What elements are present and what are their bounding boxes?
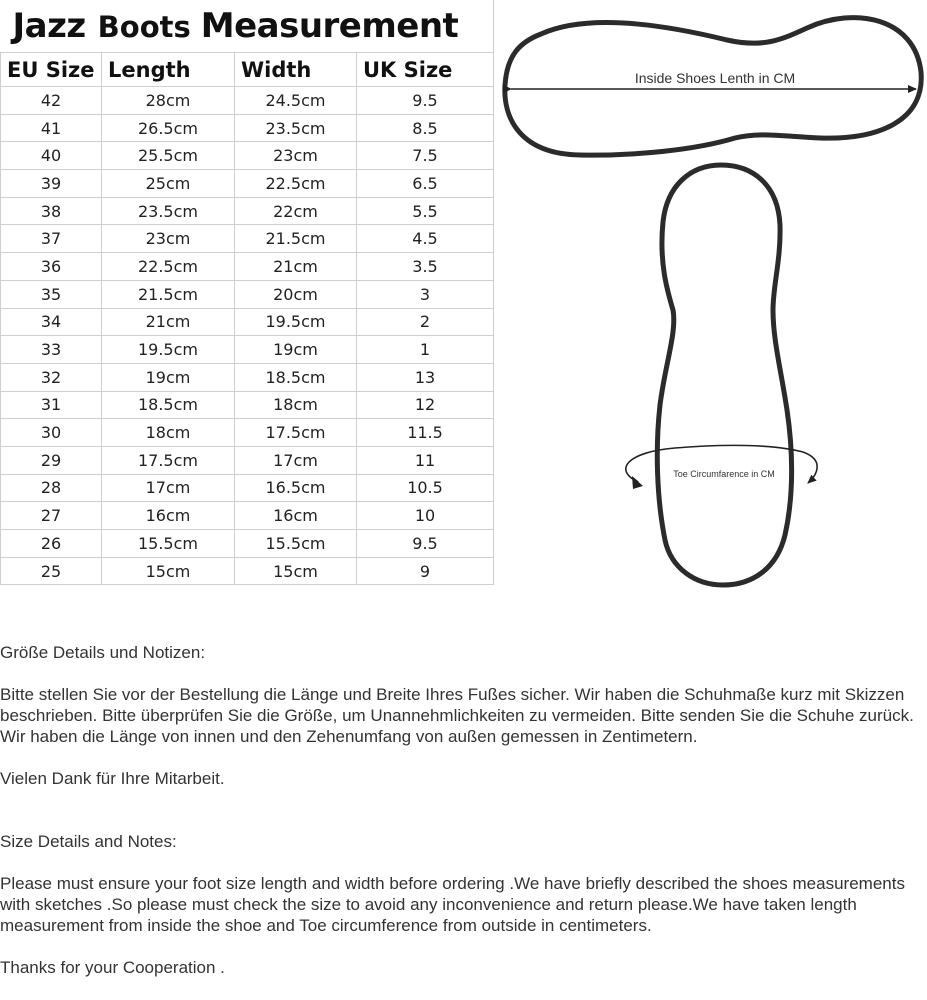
cell-uk-size: 13 [357,363,494,391]
cell-length: 26.5cm [102,114,235,142]
cell-eu-size: 28 [1,474,102,502]
cell-uk-size: 12 [357,391,494,419]
cell-eu-size: 36 [1,253,102,281]
cell-eu-size: 33 [1,336,102,364]
title-word-measurement: Measurement [200,6,459,46]
table-row [1,446,494,474]
cell-length: 19cm [102,363,235,391]
cell-width: 21.5cm [235,225,357,253]
cell-length: 15.5cm [102,530,235,558]
cell-width: 15cm [235,557,357,585]
cell-length: 16cm [102,502,235,530]
cell-uk-size: 9.5 [357,530,494,558]
cell-eu-size: 26 [1,530,102,558]
header-length: Length [102,53,235,87]
cell-uk-size: 8.5 [357,114,494,142]
cell-width: 16cm [235,502,357,530]
table-row [1,474,494,502]
cell-length: 25cm [102,170,235,198]
cell-uk-size: 10.5 [357,474,494,502]
table-row [1,336,494,364]
notes-de-heading: Größe Details und Notizen: [0,643,206,662]
cell-eu-size: 25 [1,557,102,585]
cell-uk-size: 11.5 [357,419,494,447]
notes-section [0,642,927,978]
table-body [1,87,494,585]
cell-width: 17cm [235,446,357,474]
cell-width: 21cm [235,253,357,281]
cell-width: 15.5cm [235,530,357,558]
table-row [1,142,494,170]
cell-uk-size: 7.5 [357,142,494,170]
cell-uk-size: 9.5 [357,87,494,115]
table-row [1,363,494,391]
cell-uk-size: 4.5 [357,225,494,253]
title-word-boots: Boots [97,10,191,44]
cell-length: 23.5cm [102,197,235,225]
shoe-diagram-svg [495,0,927,600]
cell-width: 18.5cm [235,363,357,391]
header-width: Width [235,53,357,87]
table-row [1,87,494,115]
cell-uk-size: 11 [357,446,494,474]
cell-width: 19cm [235,336,357,364]
cell-uk-size: 6.5 [357,170,494,198]
table-row [1,502,494,530]
sole-top-outline [657,165,791,585]
table-row [1,280,494,308]
table-title [1,0,494,53]
notes-en-body: Please must ensure your foot size length and width before ordering .We have briefly described the shoes measurements with sketches .So please must check the size to avoid any inconvenience and return please.We have taken length measurement from inside the shoe and Toe circumference from outside in centimeters. [0,874,905,935]
header-row [1,53,494,87]
length-label: Inside Shoes Lenth in CM [634,70,796,86]
cell-eu-size: 31 [1,391,102,419]
size-chart-table [0,0,494,585]
cell-eu-size: 39 [1,170,102,198]
cell-uk-size: 1 [357,336,494,364]
cell-eu-size: 29 [1,446,102,474]
cell-length: 17.5cm [102,446,235,474]
cell-length: 17cm [102,474,235,502]
toe-arrow-head-left [632,476,643,489]
table-row [1,197,494,225]
cell-eu-size: 30 [1,419,102,447]
table-row [1,530,494,558]
cell-eu-size: 41 [1,114,102,142]
cell-width: 17.5cm [235,419,357,447]
table-row [1,253,494,281]
header-uk-size: UK Size [357,53,494,87]
table-row [1,114,494,142]
table-row [1,170,494,198]
cell-eu-size: 35 [1,280,102,308]
cell-length: 21cm [102,308,235,336]
cell-width: 24.5cm [235,87,357,115]
cell-uk-size: 9 [357,557,494,585]
cell-width: 19.5cm [235,308,357,336]
cell-length: 19.5cm [102,336,235,364]
cell-eu-size: 37 [1,225,102,253]
cell-length: 23cm [102,225,235,253]
cell-width: 23cm [235,142,357,170]
notes-de-thanks: Vielen Dank für Ihre Mitarbeit. [0,769,225,788]
table-row [1,419,494,447]
header-eu-size: EU Size [1,53,102,87]
cell-length: 28cm [102,87,235,115]
cell-uk-size: 5.5 [357,197,494,225]
cell-eu-size: 40 [1,142,102,170]
title-row [1,0,494,53]
cell-eu-size: 32 [1,363,102,391]
cell-width: 22cm [235,197,357,225]
table-row [1,557,494,585]
cell-width: 18cm [235,391,357,419]
cell-length: 22.5cm [102,253,235,281]
cell-width: 20cm [235,280,357,308]
notes-de-body: Bitte stellen Sie vor der Bestellung die Länge und Breite Ihres Fußes sicher. Wir haben die Schuhmaße kurz mit Skizzen beschrieben. Bitte überprüfen Sie die Größe, um Unannehmlichkeiten zu vermeiden. Bitte senden Sie die Schuhe zurück. Wir haben die Länge von innen und den Zehenumfang von außen gemessen in Zentimetern. [0,685,914,746]
cell-length: 25.5cm [102,142,235,170]
cell-uk-size: 2 [357,308,494,336]
notes-en-thanks: Thanks for your Cooperation . [0,958,225,977]
cell-eu-size: 38 [1,197,102,225]
cell-width: 23.5cm [235,114,357,142]
cell-eu-size: 42 [1,87,102,115]
table-row [1,225,494,253]
cell-length: 15cm [102,557,235,585]
cell-eu-size: 27 [1,502,102,530]
shoe-diagram [495,0,927,600]
cell-uk-size: 3.5 [357,253,494,281]
title-word-jazz: Jazz [12,6,86,46]
cell-uk-size: 10 [357,502,494,530]
cell-uk-size: 3 [357,280,494,308]
cell-width: 22.5cm [235,170,357,198]
table-row [1,308,494,336]
toe-label: Toe Circumfarence in CM [673,469,775,479]
cell-width: 16.5cm [235,474,357,502]
cell-eu-size: 34 [1,308,102,336]
notes-en-heading: Size Details and Notes: [0,832,177,851]
sole-side-outline [505,18,921,156]
cell-length: 21.5cm [102,280,235,308]
table-row [1,391,494,419]
cell-length: 18.5cm [102,391,235,419]
cell-length: 18cm [102,419,235,447]
